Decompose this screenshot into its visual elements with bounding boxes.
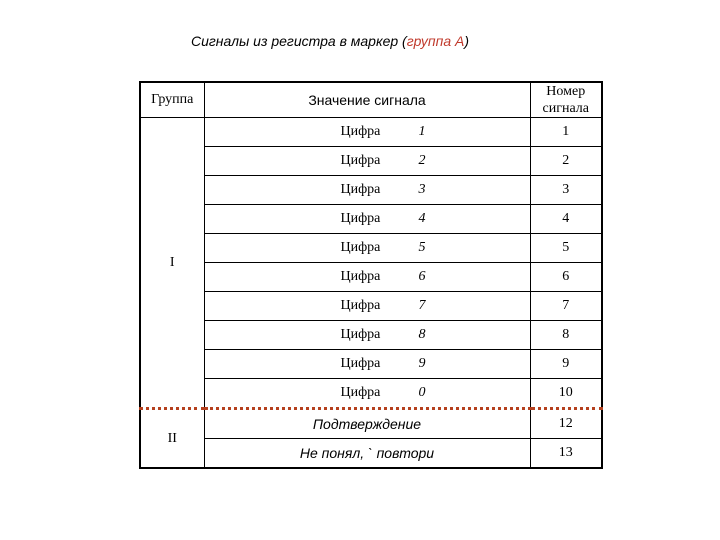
number-cell: 4: [530, 205, 602, 234]
repeat-cell: Не понял, ` повтори: [204, 439, 530, 469]
number-cell: 7: [530, 292, 602, 321]
confirm-cell: Подтверждение: [204, 409, 530, 439]
signal-word: Цифра: [340, 211, 381, 226]
table-row: [140, 234, 602, 263]
number-cell: 12: [530, 409, 602, 439]
value-cell: [204, 147, 530, 176]
table-row-repeat: [140, 439, 602, 469]
signal-digit: 8: [418, 327, 426, 342]
signal-word: Цифра: [340, 356, 381, 371]
value-cell: [204, 321, 530, 350]
header-number: [530, 82, 602, 118]
signal-digit: 9: [418, 356, 426, 371]
number-cell: 2: [530, 147, 602, 176]
signal-word: Цифра: [340, 182, 381, 197]
header-number-line2: сигнала: [542, 101, 589, 116]
table-row: [140, 350, 602, 379]
signal-digit: 7: [418, 298, 426, 313]
signal-word: Цифра: [340, 240, 381, 255]
signal-word: Цифра: [340, 385, 381, 400]
value-cell: [204, 350, 530, 379]
signal-word: Цифра: [340, 124, 381, 139]
signal-word: Цифра: [340, 298, 381, 313]
title-main: Сигналы из регистра в маркер (: [190, 33, 407, 49]
table-row: [140, 205, 602, 234]
table-row: [140, 263, 602, 292]
table-row: [140, 321, 602, 350]
value-cell: [204, 118, 530, 147]
value-cell: [204, 379, 530, 409]
group-1-cell: I: [140, 118, 204, 409]
number-cell: 6: [530, 263, 602, 292]
number-cell: 3: [530, 176, 602, 205]
title-close: ): [464, 33, 470, 49]
signal-digit: 5: [418, 240, 426, 255]
table-row-confirm: [140, 409, 602, 439]
table-row: [140, 147, 602, 176]
signal-word: Цифра: [340, 269, 381, 284]
signal-digit: 4: [418, 211, 426, 226]
header-group: Группа: [140, 82, 204, 118]
number-cell: 10: [530, 379, 602, 409]
number-cell: 5: [530, 234, 602, 263]
value-cell: [204, 205, 530, 234]
signal-word: Цифра: [340, 327, 381, 342]
number-cell: 1: [530, 118, 602, 147]
value-cell: [204, 234, 530, 263]
table-row: [140, 292, 602, 321]
signal-word: Цифра: [340, 153, 381, 168]
value-cell: [204, 292, 530, 321]
signal-digit: 2: [418, 153, 426, 168]
header-number-line1: Номер: [546, 84, 586, 99]
header-row: [140, 82, 602, 118]
table-row: [140, 176, 602, 205]
title-accent: группа А: [406, 33, 465, 49]
table-row: [140, 379, 602, 409]
slide-title: [150, 33, 510, 49]
number-cell: 8: [530, 321, 602, 350]
value-cell: [204, 263, 530, 292]
signal-digit: 3: [418, 182, 426, 197]
signal-digit: 6: [418, 269, 426, 284]
header-value: Значение сигнала: [204, 82, 530, 118]
number-cell: 9: [530, 350, 602, 379]
signal-digit: 0: [418, 385, 426, 400]
value-cell: [204, 176, 530, 205]
group-2-cell: II: [140, 409, 204, 469]
number-cell: 13: [530, 439, 602, 469]
signals-table: [139, 81, 603, 469]
table-row: [140, 118, 602, 147]
signal-digit: 1: [418, 124, 426, 139]
